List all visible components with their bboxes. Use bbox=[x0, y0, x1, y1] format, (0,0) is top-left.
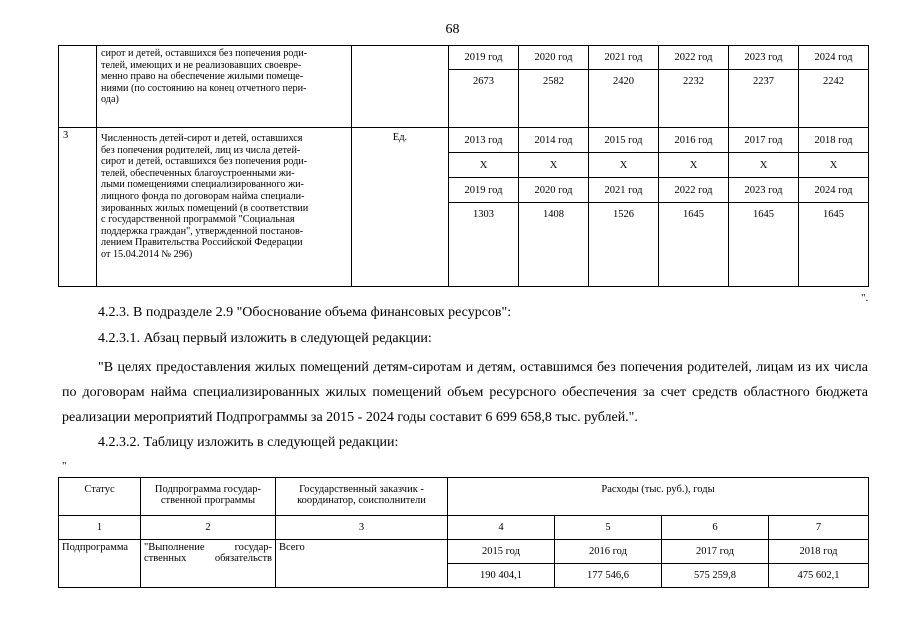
year-cell: 2016 год bbox=[555, 540, 662, 564]
value-cell: 177 546,6 bbox=[555, 564, 662, 588]
column-number: 2 bbox=[141, 516, 276, 540]
indicator-description: Численность детей-сирот и детей, оставшихся без попечения родителей, лиц из числа детей- сирот и детей, оставшихся без попечения роди- телей, обеспеченных благоустроенными жи- лыми помещениями специализированного жи- лищного фонда по договорам найма специали- зированных жилых помещений (в соответствии с государственной программой "Социальная поддержка граждан", утвержденной постанов- лением Правительства Российской Федерации от 15.04.2014 № 296) bbox=[97, 128, 352, 287]
value-cell: 2237 bbox=[729, 70, 799, 128]
year-cell: 2021 год bbox=[589, 46, 659, 70]
year-cell: 2023 год bbox=[729, 178, 799, 203]
year-cell: 2020 год bbox=[519, 46, 589, 70]
value-cell: 1645 bbox=[799, 203, 869, 287]
year-cell: 2015 год bbox=[448, 540, 555, 564]
header-customer: Государственный заказчик - координатор, соисполнители bbox=[276, 478, 448, 516]
year-cell: 2020 год bbox=[519, 178, 589, 203]
header-expenses: Расходы (тыс. руб.), годы bbox=[448, 478, 869, 516]
value-cell: Х bbox=[519, 153, 589, 178]
column-number: 3 bbox=[276, 516, 448, 540]
opening-quote: " bbox=[62, 460, 67, 472]
year-cell: 2017 год bbox=[729, 128, 799, 153]
year-cell: 2022 год bbox=[659, 178, 729, 203]
year-cell: 2013 год bbox=[449, 128, 519, 153]
table-row bbox=[59, 128, 869, 153]
year-cell: 2024 год bbox=[799, 46, 869, 70]
header-subprogram: Подпрограмма государ-ственной программы bbox=[141, 478, 276, 516]
year-cell: 2021 год bbox=[589, 178, 659, 203]
indicator-description: сирот и детей, оставшихся без попечения роди- телей, имеющих и не реализовавших своевре- менно право на обеспечение жилыми помеще- ниями (по состоянию на конец отчетного пери- ода) bbox=[97, 46, 352, 128]
year-cell: 2018 год bbox=[769, 540, 869, 564]
value-cell: Х bbox=[589, 153, 659, 178]
unit-cell: Ед. bbox=[352, 128, 449, 287]
paragraph: 4.2.3.1. Абзац первый изложить в следующей редакции: bbox=[98, 331, 432, 346]
value-cell: 2420 bbox=[589, 70, 659, 128]
table-row bbox=[59, 540, 869, 564]
value-cell: 2232 bbox=[659, 70, 729, 128]
header-status: Статус bbox=[59, 478, 141, 516]
column-number: 1 bbox=[59, 516, 141, 540]
value-cell: 1526 bbox=[589, 203, 659, 287]
finance-table bbox=[58, 477, 869, 588]
year-cell: 2015 год bbox=[589, 128, 659, 153]
column-number: 4 bbox=[448, 516, 555, 540]
column-number: 6 bbox=[662, 516, 769, 540]
value-cell: 1645 bbox=[729, 203, 799, 287]
paragraph: 4.2.3. В подразделе 2.9 "Обоснование объема финансовых ресурсов": bbox=[98, 305, 512, 320]
value-cell: Х bbox=[449, 153, 519, 178]
table-header-row bbox=[59, 478, 869, 516]
value-cell: Х bbox=[659, 153, 729, 178]
year-cell: 2018 год bbox=[799, 128, 869, 153]
row-number: 3 bbox=[59, 128, 97, 287]
year-cell: 2016 год bbox=[659, 128, 729, 153]
year-cell: 2019 год bbox=[449, 46, 519, 70]
value-cell: 190 404,1 bbox=[448, 564, 555, 588]
year-cell: 2019 год bbox=[449, 178, 519, 203]
value-cell: 1408 bbox=[519, 203, 589, 287]
value-cell: 2582 bbox=[519, 70, 589, 128]
value-cell: 1303 bbox=[449, 203, 519, 287]
year-cell: 2017 год bbox=[662, 540, 769, 564]
value-cell: Х bbox=[799, 153, 869, 178]
year-cell: 2023 год bbox=[729, 46, 799, 70]
page-number: 68 bbox=[445, 22, 460, 37]
table-cell bbox=[59, 46, 97, 128]
year-cell: 2022 год bbox=[659, 46, 729, 70]
closing-quote: ". bbox=[861, 292, 869, 304]
table-row bbox=[59, 46, 869, 70]
unit-cell bbox=[352, 46, 449, 128]
value-cell: 1645 bbox=[659, 203, 729, 287]
paragraph: "В целях предоставления жилых помещений детям-сиротам и детям, оставшимся без попечения родителей, лицам из их числа по договорам найма специализированных жилых помещений объем ресурсного обеспечения за счет средств областного бюджета реализации мероприятий Подпрограммы за 2015 - 2024 годы составит 6 699 658,8 тыс. рублей.". bbox=[62, 360, 868, 425]
column-number: 7 bbox=[769, 516, 869, 540]
value-cell: Х bbox=[729, 153, 799, 178]
indicators-table bbox=[58, 45, 869, 287]
value-cell: 2242 bbox=[799, 70, 869, 128]
status-cell: Подпрограмма bbox=[59, 540, 141, 588]
year-cell: 2024 год bbox=[799, 178, 869, 203]
column-number: 5 bbox=[555, 516, 662, 540]
subprogram-cell: "Выполнение государ- ственных обязательств bbox=[141, 540, 276, 588]
value-cell: 575 259,8 bbox=[662, 564, 769, 588]
value-cell: 475 602,1 bbox=[769, 564, 869, 588]
table-row bbox=[59, 516, 869, 540]
customer-cell: Всего bbox=[276, 540, 448, 588]
year-cell: 2014 год bbox=[519, 128, 589, 153]
paragraph: 4.2.3.2. Таблицу изложить в следующей редакции: bbox=[98, 435, 399, 450]
value-cell: 2673 bbox=[449, 70, 519, 128]
